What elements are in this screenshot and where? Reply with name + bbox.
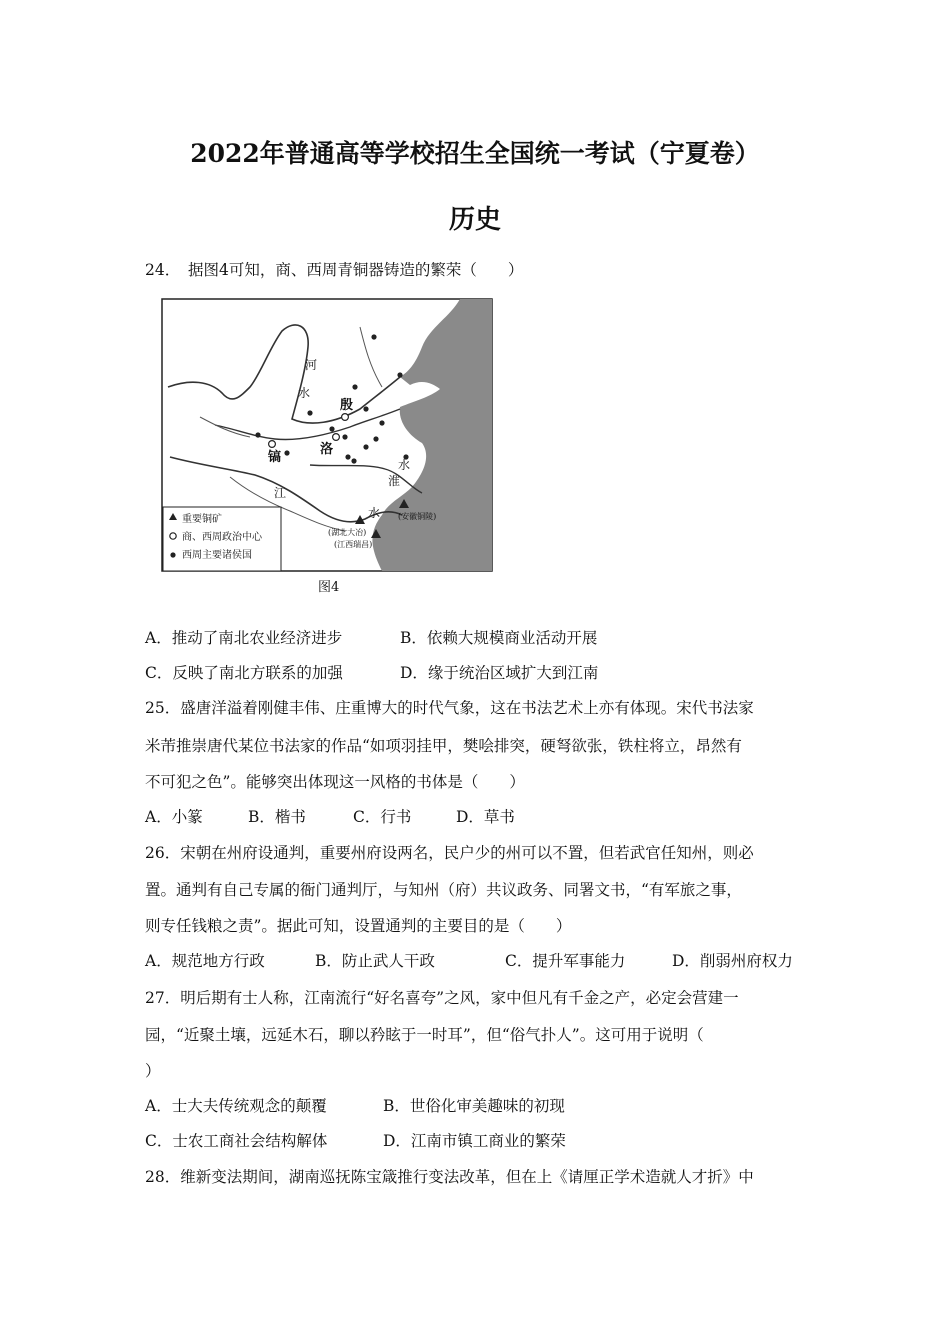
legend-dot-icon [170, 552, 175, 557]
legend-item-label: 商、西周政治中心 [182, 532, 262, 543]
label-anhui: (安徽铜陵) [398, 512, 437, 521]
q25-option-d: D．草书 [456, 808, 515, 826]
q27-option-c: C．士农工商社会结构解体 [145, 1132, 328, 1150]
question-25-line: 米芾推崇唐代某位书法家的作品“如项羽挂甲，樊哙排突，硬弩欲张，铁柱将立，昂然有 [145, 737, 742, 755]
legend-item-label: 重要铜矿 [182, 514, 222, 525]
label-yin: 殷 [340, 398, 354, 413]
question-26-line: 置。通判有自己专属的衙门通判厅，与知州（府）共议政务、同署文书，“有军旅之事， [145, 881, 742, 899]
legend-ring-icon [170, 533, 176, 539]
q24-option-b: B．依赖大规模商业活动开展 [400, 629, 598, 647]
q26-option-a: A．规范地方行政 [145, 952, 265, 970]
q26-option-c: C．提升军事能力 [505, 952, 626, 970]
hao-center [269, 441, 276, 448]
map-svg [160, 297, 496, 597]
q26-option-d: D．削弱州府权力 [672, 952, 793, 970]
figure-4-map [160, 297, 496, 597]
label-jiang-shui: 水 [368, 506, 381, 520]
lake [437, 481, 455, 505]
question-27-line: ） [145, 1062, 161, 1080]
q27-option-a: A．士大夫传统观念的颠覆 [145, 1097, 327, 1115]
q27-option-b: B．世俗化审美趣味的初现 [383, 1097, 565, 1115]
question-26-line: 则专任钱粮之责”。据此可知，设置通判的主要目的是（ ） [145, 917, 572, 935]
question-25-line: 不可犯之色”。能够突出体现这一风格的书体是（ ） [145, 773, 525, 791]
q24-option-c: C．反映了南北方联系的加强 [145, 664, 343, 682]
figure-caption: 图4 [318, 580, 340, 595]
question-24-stem: 24． 据图4可知，商、西周青铜器铸造的繁荣（ ） [145, 261, 524, 279]
question-25-line: 25．盛唐洋溢着刚健丰伟、庄重博大的时代气象，这在书法艺术上亦有体现。宋代书法家 [145, 699, 754, 717]
question-28-line: 28．维新变法期间，湖南巡抚陈宝箴推行变法改革，但在上《请厘正学术造就人才折》中 [145, 1168, 754, 1186]
subject-title: 历史 [448, 205, 501, 235]
label-he: 河 [305, 358, 318, 372]
q25-option-c: C．行书 [353, 808, 412, 826]
label-hubei: (湖北大冶) [328, 528, 367, 537]
q24-option-a: A．推动了南北农业经济进步 [145, 629, 343, 647]
label-huai-shui: 水 [398, 458, 411, 472]
label-jiang: 江 [274, 486, 287, 500]
q24-option-d: D．缘于统治区域扩大到江南 [400, 664, 599, 682]
label-jiangxi: (江西瑞昌) [334, 540, 373, 549]
label-luo: 洛 [320, 442, 334, 457]
label-huai: 淮 [388, 474, 401, 488]
question-27-line: 园，“近聚土壤，远延木石，聊以矜眩于一时耳”，但“俗气扑人”。这可用于说明（ [145, 1026, 704, 1044]
label-he-shui: 水 [298, 386, 311, 400]
q27-option-d: D．江南市镇工商业的繁荣 [383, 1132, 566, 1150]
question-26-line: 26．宋朝在州府设通判，重要州府设两名，民户少的州可以不置，但若武官任知州，则必 [145, 844, 754, 862]
q25-option-a: A．小篆 [145, 808, 203, 826]
q25-option-b: B．楷书 [248, 808, 306, 826]
label-hao: 镐 [268, 450, 282, 465]
luo-center [333, 434, 340, 441]
question-27-line: 27．明后期有士人称，江南流行“好名喜夸”之风，家中但凡有千金之产，必定会营建一 [145, 989, 739, 1007]
legend-item-label: 西周主要诸侯国 [182, 550, 252, 561]
q26-option-b: B．防止武人干政 [315, 952, 435, 970]
yin-center [342, 414, 349, 421]
exam-title: 2022年普通高等学校招生全国统一考试（宁夏卷） [190, 139, 760, 168]
